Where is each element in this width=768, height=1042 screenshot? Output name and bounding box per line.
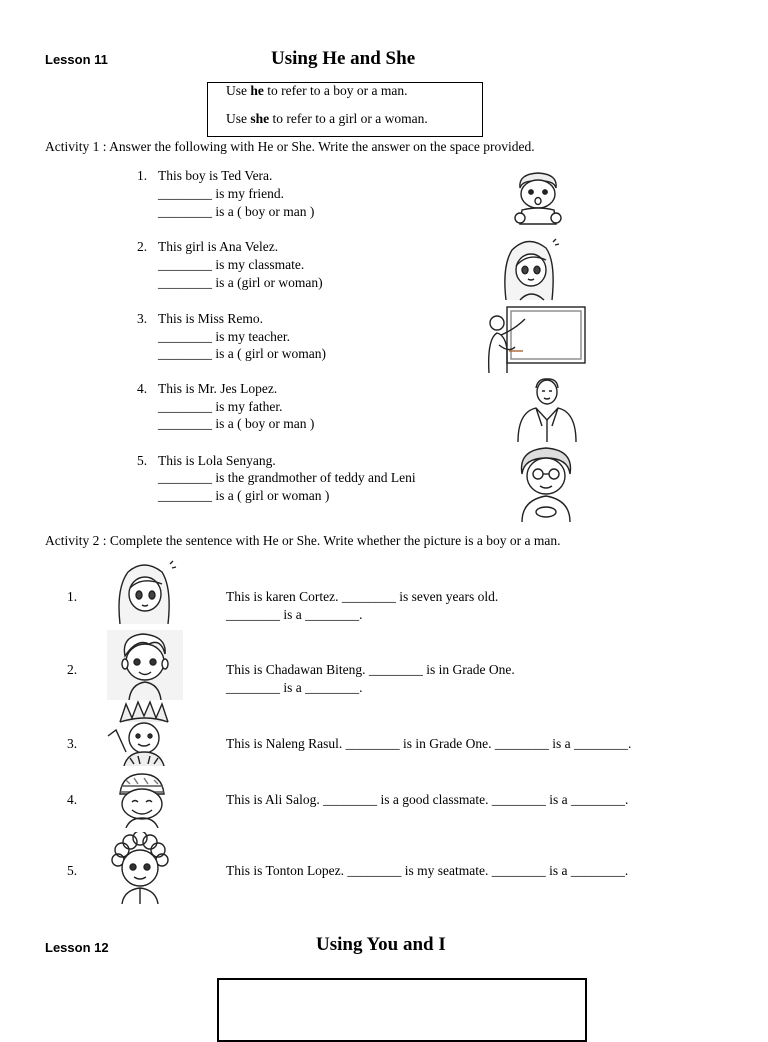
item-number: 1. xyxy=(137,168,148,183)
item-line: This is Naleng Rasul. ________ is in Grade One. ________ is a ________. xyxy=(226,736,632,751)
curly-boy-icon xyxy=(106,832,174,904)
item-line: ________ is my classmate. xyxy=(158,257,305,272)
item-number: 2. xyxy=(67,662,78,677)
item-line: ________ is my teacher. xyxy=(158,329,290,344)
item-number: 4. xyxy=(67,792,78,807)
rule-he: Use he to refer to a boy or a man. xyxy=(226,83,408,98)
boy-icon xyxy=(508,170,568,226)
lesson-label: Lesson 11 xyxy=(45,52,108,67)
rule-she: Use she to refer to a girl or a woman. xyxy=(226,111,428,126)
item-line: This is karen Cortez. ________ is seven years old. xyxy=(226,589,499,604)
item-line: This is Chadawan Biteng. ________ is in Grade One. xyxy=(226,662,515,677)
item-line: ________ is the grandmother of teddy and Leni xyxy=(158,470,416,485)
girl-icon xyxy=(112,560,178,626)
rule-box xyxy=(217,978,587,1042)
lesson-title: Using He and She xyxy=(271,48,416,69)
lesson-title: Using You and I xyxy=(316,934,446,955)
item-line: ________ is a ________. xyxy=(226,680,363,695)
item-number: 5. xyxy=(67,863,78,878)
item-line: This is Mr. Jes Lopez. xyxy=(158,381,278,396)
item-line: ________ is a ________. xyxy=(226,607,363,622)
boy-icon xyxy=(107,630,183,700)
item-line: This is Tonton Lopez. ________ is my seatmate. ________ is a ________. xyxy=(226,863,629,878)
teacher-icon xyxy=(485,305,589,375)
item-line: This is Miss Remo. xyxy=(158,311,264,326)
item-number: 2. xyxy=(137,239,148,254)
item-line: This is Ali Salog. ________ is a good classmate. ________ is a ________. xyxy=(226,792,629,807)
item-line: ________ is my friend. xyxy=(158,186,284,201)
item-number: 3. xyxy=(137,311,148,326)
item-line: ________ is a (girl or woman) xyxy=(158,275,323,290)
man-icon xyxy=(514,376,580,444)
grandmother-icon xyxy=(514,444,578,524)
girl-headdress-icon xyxy=(106,700,186,766)
item-number: 3. xyxy=(67,736,78,751)
item-number: 5. xyxy=(137,453,148,468)
activity1-instruction: Activity 1 : Answer the following with He or She. Write the answer on the space provided. xyxy=(45,139,535,154)
item-line: ________ is a ( boy or man ) xyxy=(158,416,315,431)
item-line: This girl is Ana Velez. xyxy=(158,239,279,254)
girl-icon xyxy=(498,236,562,302)
item-line: This is Lola Senyang. xyxy=(158,453,276,468)
item-line: ________ is a ( girl or woman) xyxy=(158,346,326,361)
item-number: 4. xyxy=(137,381,148,396)
item-line: This boy is Ted Vera. xyxy=(158,168,273,183)
lesson-label: Lesson 12 xyxy=(45,940,109,955)
activity2-instruction: Activity 2 : Complete the sentence with He or She. Write whether the picture is a boy or a man. xyxy=(45,533,561,548)
item-line: ________ is a ( girl or woman ) xyxy=(158,488,330,503)
item-line: ________ is my father. xyxy=(158,399,283,414)
boy-cap-icon xyxy=(112,772,172,828)
item-line: ________ is a ( boy or man ) xyxy=(158,204,315,219)
item-number: 1. xyxy=(67,589,78,604)
